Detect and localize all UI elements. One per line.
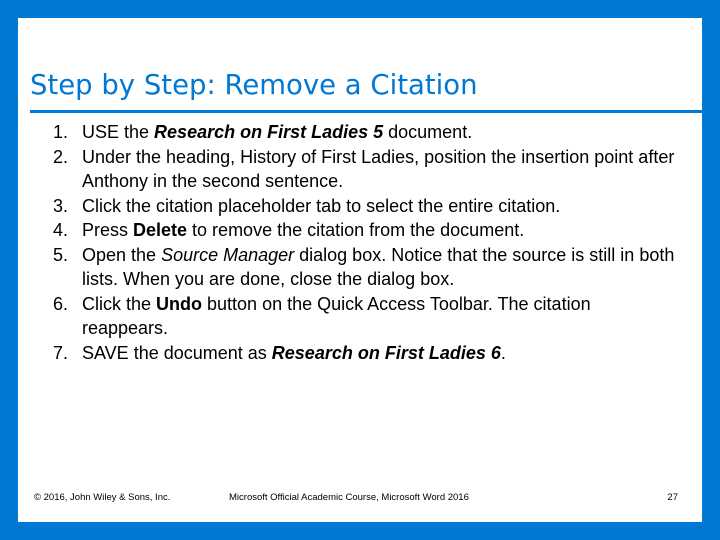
footer-course: Microsoft Official Academic Course, Microsoft Word 2016 xyxy=(229,492,469,503)
step-text-fragment: Open the xyxy=(82,244,162,265)
step-text xyxy=(82,292,680,341)
footer-copyright: © 2016, John Wiley & Sons, Inc. xyxy=(34,492,171,503)
step-item xyxy=(30,120,680,145)
step-text-fragment: Research on First Ladies 5 xyxy=(154,122,384,142)
step-item xyxy=(30,194,680,219)
step-text-fragment: dialog box. Notice that the source is still in both lists. When you are done, close the dialog box. xyxy=(82,244,675,289)
step-number: 4. xyxy=(52,220,68,240)
step-number: 1. xyxy=(52,122,68,142)
step-number: 3. xyxy=(52,195,68,216)
step-item xyxy=(30,218,680,243)
step-text-fragment: button on the Quick Access Toolbar. The citation reappears. xyxy=(82,293,591,338)
step-text-fragment: Under the heading, History of First Ladies, position the insertion point after Anthony in the second sentence. xyxy=(82,146,675,191)
step-text-fragment: to remove the citation from the document. xyxy=(187,220,525,240)
footer-page-number: 27 xyxy=(667,492,678,503)
slide-panel xyxy=(18,18,702,522)
step-text-fragment: Click the xyxy=(82,293,157,314)
step-text-fragment: USE the xyxy=(82,122,155,142)
step-text-fragment: SAVE the document as xyxy=(82,342,272,363)
step-text-fragment: Research on First Ladies 6 xyxy=(271,342,501,363)
step-item xyxy=(30,341,680,366)
step-text xyxy=(82,218,680,243)
step-text-fragment: Delete xyxy=(133,220,188,240)
step-number: 5. xyxy=(52,244,68,265)
step-text xyxy=(82,341,680,366)
step-text-fragment: . xyxy=(500,342,506,363)
step-text-fragment: Source Manager xyxy=(161,244,295,265)
step-text xyxy=(82,243,680,292)
slide-title: Step by Step: Remove a Citation xyxy=(30,69,478,101)
step-item xyxy=(30,243,680,292)
step-number: 7. xyxy=(52,342,68,363)
step-text-fragment: Undo xyxy=(156,293,203,314)
step-item xyxy=(30,292,680,341)
step-text-fragment: document. xyxy=(383,122,473,142)
step-text-fragment: Press xyxy=(82,220,134,240)
title-divider xyxy=(30,110,702,113)
steps-list xyxy=(30,120,680,365)
step-text xyxy=(82,145,680,194)
step-number: 6. xyxy=(52,293,68,314)
step-text xyxy=(82,120,680,145)
step-number: 2. xyxy=(52,146,68,167)
step-text xyxy=(82,194,680,219)
step-text-fragment: Click the citation placeholder tab to select the entire citation. xyxy=(82,195,561,216)
step-item xyxy=(30,145,680,194)
